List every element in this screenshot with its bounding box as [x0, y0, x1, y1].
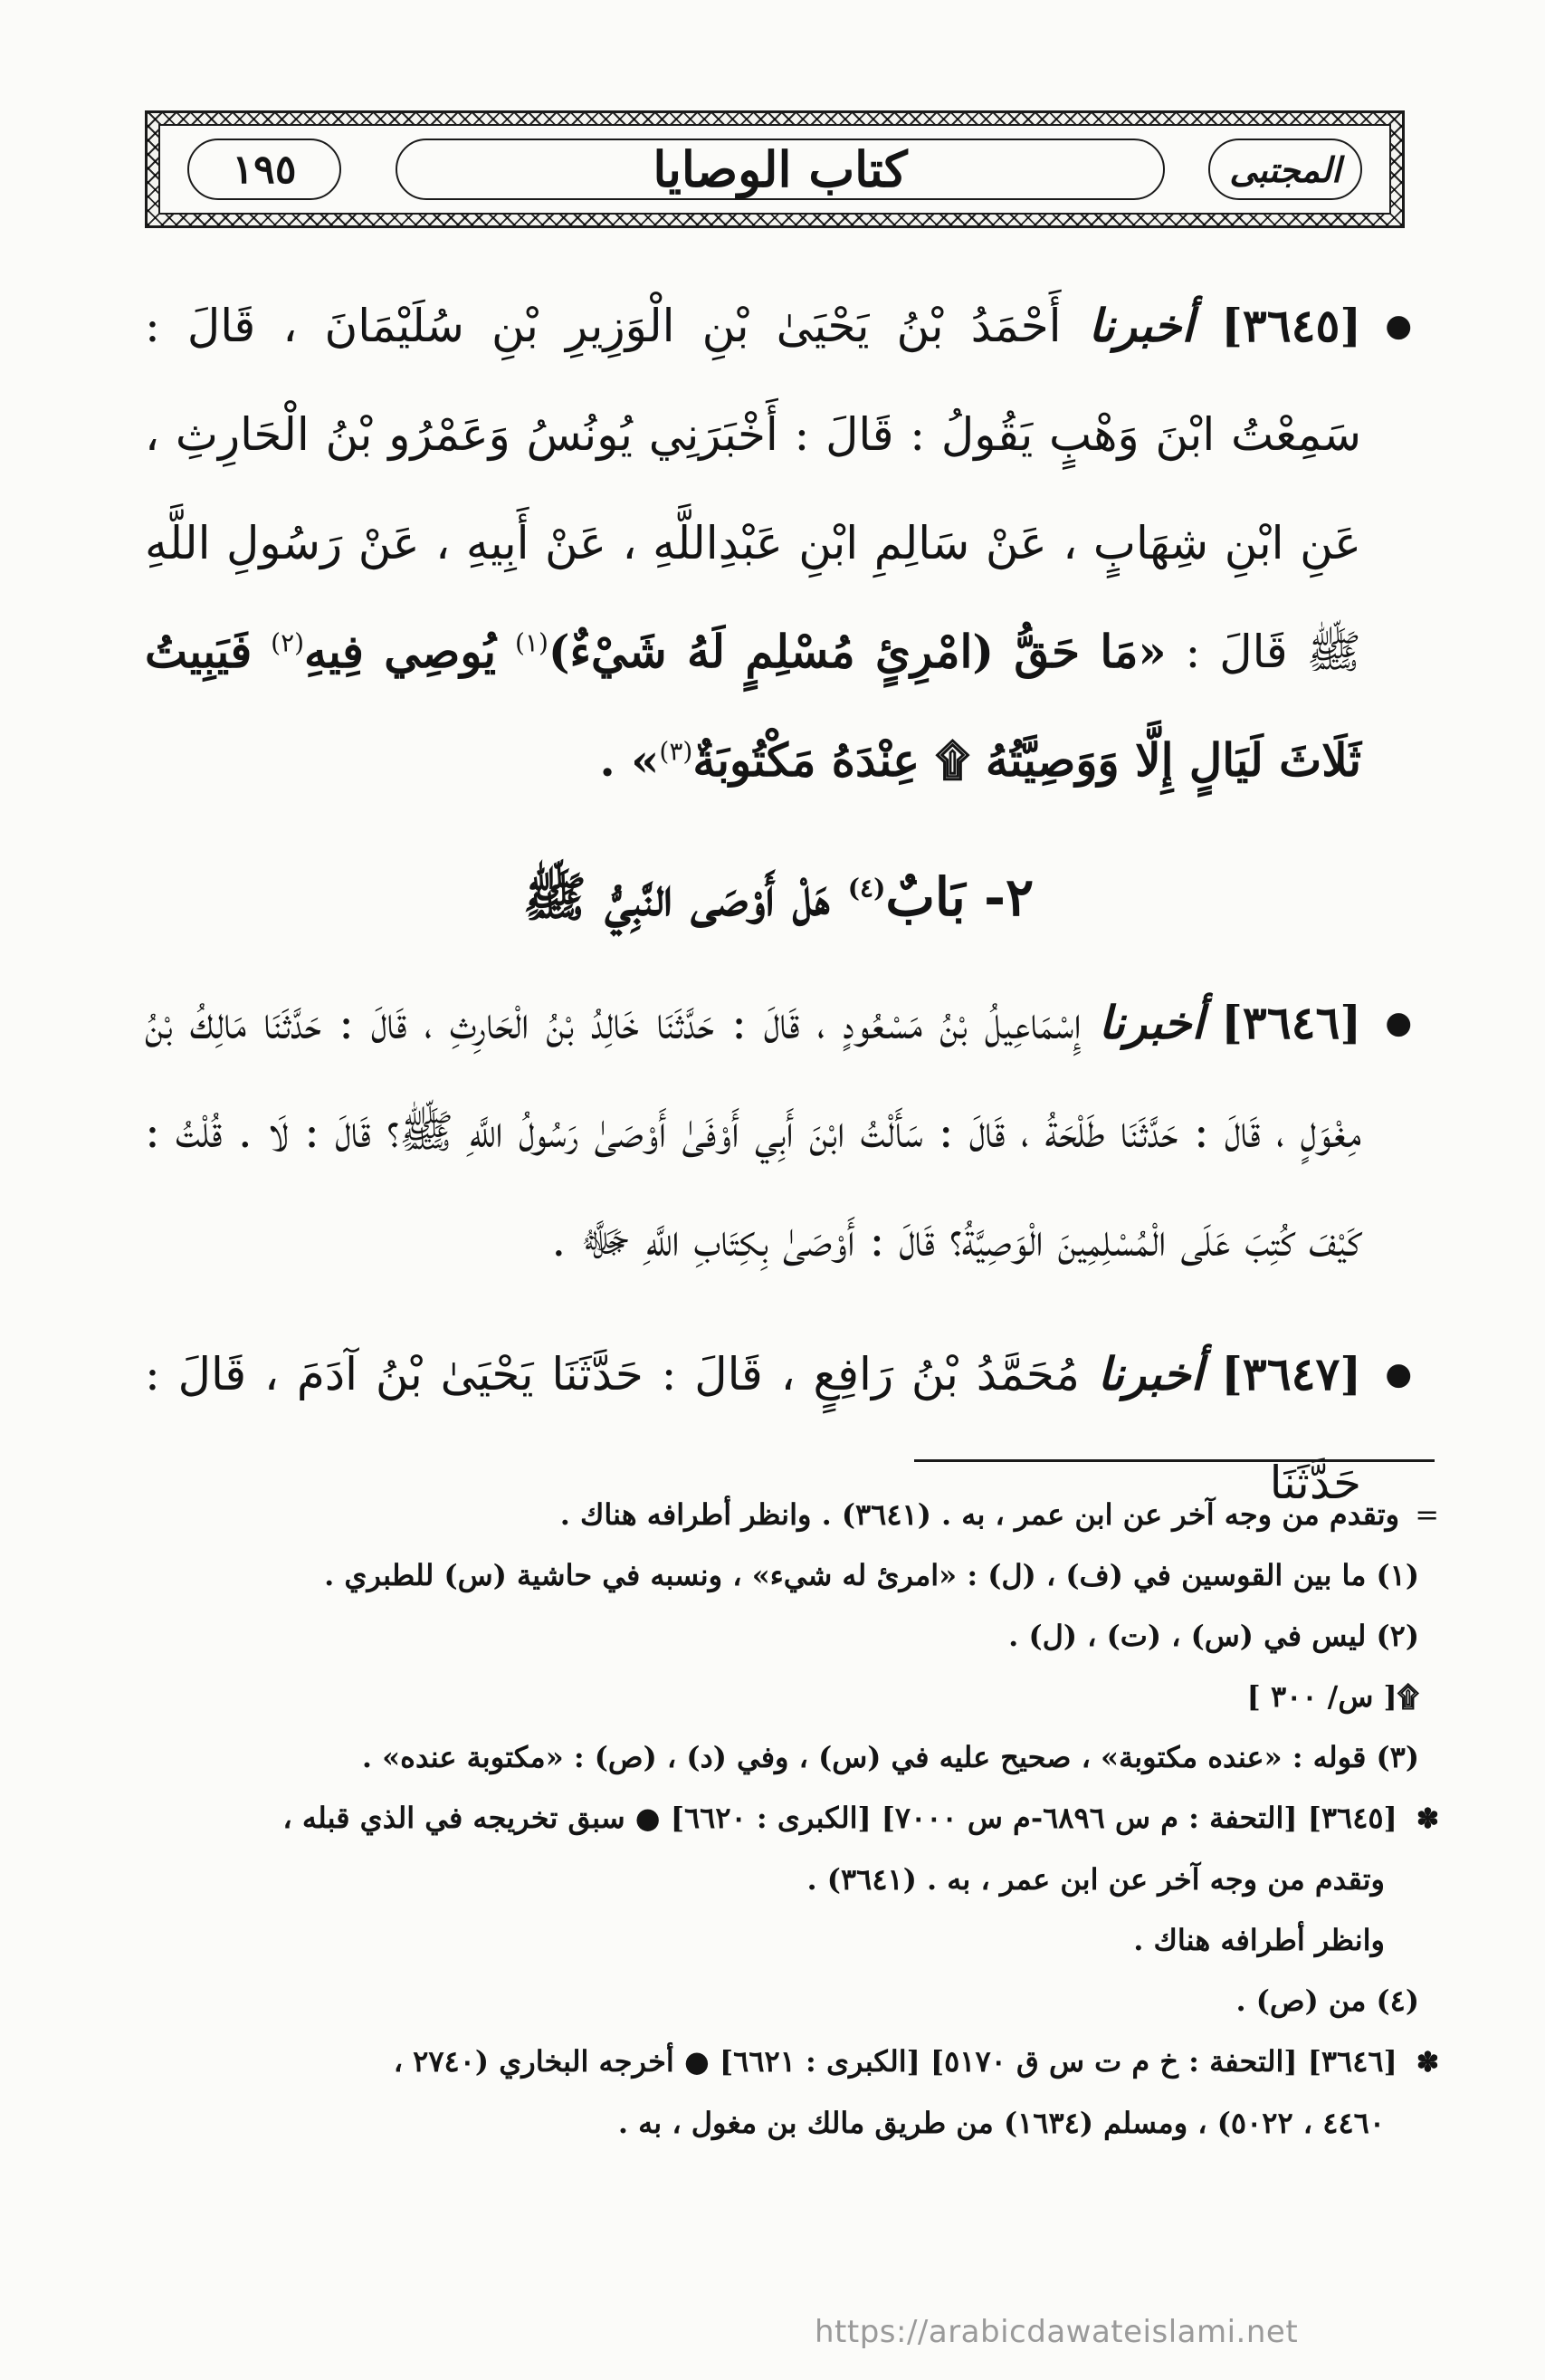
footnote-ref-1: (١) [514, 627, 548, 658]
main-text [145, 272, 1412, 1537]
header-inner-frame [158, 124, 1391, 215]
chapter-word: بَابٌ [885, 866, 966, 928]
chapter-title: هَلْ أَوْصَى النَّبِيُّ ﷺ [522, 866, 830, 928]
matn-part-1: «مَا حَقُّ (امْرِئٍ مُسْلِمٍ لَهُ شَيْءٌ) [548, 625, 1167, 678]
page-number: ١٩٥ [232, 146, 297, 193]
footnote-continuation-text: وتقدم من وجه آخر عن ابن عمر ، به . (٣٦٤١) . وانظر أطرافه هناك . [559, 1497, 1400, 1532]
hadith-number: [٣٦٤٦] [1221, 996, 1361, 1049]
series-logo-cartouche [1208, 139, 1362, 200]
footnote-2: (٢) ليس في (س) ، (ت) ، (ل) . [1008, 1619, 1419, 1653]
akhbarana-word: أخبرنا [1088, 299, 1195, 352]
hadith-text: إِسْمَاعِيلُ بْنُ مَسْعُودٍ ، قَالَ : حَدَّثَنَا خَالِدُ بْنُ الْحَارِثِ ، قَالَ : حَدَّثَنَا مَالِكُ بْنُ مِغْوَلٍ ، قَالَ : حَدَّثَنَا طَلْحَةُ ، قَالَ : سَأَلْتُ ابْنَ أَبِي أَوْفَىٰ أَوْصَىٰ رَسُولُ اللَّهِ ﷺ؟ قَالَ : لَا . قُلْتُ : كَيْفَ كُتِبَ عَلَى الْمُسْلِمِينَ الْوَصِيَّةُ؟ قَالَ : أَوْصَىٰ بِكِتَابِ اللَّهِ ﷻ . [145, 997, 1361, 1266]
hadith-number: [٣٦٤٧] [1221, 1347, 1361, 1400]
star-icon: ✽ [1416, 1803, 1439, 1835]
takhrij-3646-line-2: ٤٤٦٠ ، ٥٠٢٢) ، ومسلم (١٦٣٤) من طريق مالك بن مغول ، به . [617, 2106, 1385, 2140]
footnote-3: (٣) قوله : «عنده مكتوبة» ، صحيح عليه في (س) ، وفي (د) ، (ص) : «مكتوبة عنده» . [361, 1740, 1419, 1774]
bullet-icon: ● [1385, 1356, 1412, 1392]
series-logo: المجتبى [1229, 148, 1341, 190]
footnote-continuation [145, 1485, 1439, 1545]
matn-end: » . [599, 733, 660, 787]
footnote-4: (٤) من (ص) . [1235, 1983, 1419, 2018]
footnote-1: (١) ما بين القوسين في (ف) ، (ل) : «امرئ له شيء» ، ونسبه في حاشية (س) للطبري . [324, 1558, 1419, 1592]
chapter-number: ٢- [983, 866, 1035, 928]
spacer [145, 1295, 1412, 1320]
bullet-icon: ● [1385, 308, 1412, 344]
footnote-ref-4: (٤) [847, 873, 886, 903]
matn-part-2: يُوصِي فِيهِ [304, 625, 497, 678]
akhbarana-word: أخبرنا [1097, 1347, 1204, 1400]
footnote-ref-3: (٣) [659, 736, 693, 767]
takhrij-line: [٣٦٤٦] [التحفة : خ م ت س ق ٥١٧٠] [الكبرى : ٦٦٢١] ● أخرجه البخاري (٢٧٤٠ ، [393, 2044, 1397, 2079]
bullet-icon: ● [1385, 1005, 1412, 1041]
matn-part-3: فَيَبِيتُ ثَلَاثَ لَيَالٍ إِلَّا وَوَصِيَّتُهُ ۩ عِنْدَهُ مَكْتُوبَةٌ [145, 625, 1361, 787]
continuation-marker: = [1415, 1497, 1439, 1532]
takhrij-3645 [145, 1788, 1439, 1850]
akhbarana-word: أخبرنا [1098, 996, 1205, 1049]
star-icon: ✽ [1416, 2047, 1439, 2079]
page-header [145, 110, 1405, 228]
hadith-3645 [145, 272, 1412, 815]
page-number-cartouche [187, 139, 341, 200]
takhrij-3645-line-3: وانظر أطرافه هناك . [1133, 1923, 1385, 1957]
footnote-ref-2: (٢) [271, 627, 305, 658]
footnote-separator [914, 1459, 1435, 1462]
hadith-text: مُحَمَّدُ بْنُ رَافِعٍ ، قَالَ : حَدَّثَنَا يَحْيَىٰ بْنُ آدَمَ ، قَالَ : حَدَّثَنَا [145, 1348, 1361, 1509]
hadith-3646 [145, 969, 1412, 1295]
chapter-heading [145, 847, 1412, 947]
isnad-text: أَحْمَدُ بْنُ يَحْيَىٰ بْنِ الْوَزِيرِ بْنِ سُلَيْمَانَ ، قَالَ : سَمِعْتُ ابْنَ وَهْبٍ يَقُولُ : قَالَ : أَخْبَرَنِي يُونُسُ وَعَمْرُو بْنُ الْحَارِثِ ، عَنِ ابْنِ شِهَابٍ ، عَنْ سَالِمِ ابْنِ عَبْدِاللَّهِ ، عَنْ أَبِيهِ ، عَنْ رَسُولِ اللَّهِ ﷺ قَالَ : [145, 300, 1361, 678]
book-title: كتاب الوصايا [653, 140, 908, 198]
takhrij-line: [٣٦٤٥] [التحفة : م س ٦٨٩٦-م س ٧٠٠٠] [الكبرى : ٦٦٢٠] ● سبق تخريجه في الذي قبله ، [282, 1801, 1397, 1835]
manuscript-marker: ۩[ س/ ٣٠٠ ] [1246, 1679, 1419, 1714]
watermark-url: https://arabicdawateislami.net [815, 2314, 1299, 2350]
footnotes [145, 1485, 1439, 2154]
takhrij-3646 [145, 2031, 1439, 2093]
hadith-number: [٣٦٤٥] [1221, 299, 1361, 352]
takhrij-3645-line-2: وتقدم من وجه آخر عن ابن عمر ، به . (٣٦٤١) . [806, 1862, 1385, 1897]
title-cartouche [396, 139, 1165, 200]
